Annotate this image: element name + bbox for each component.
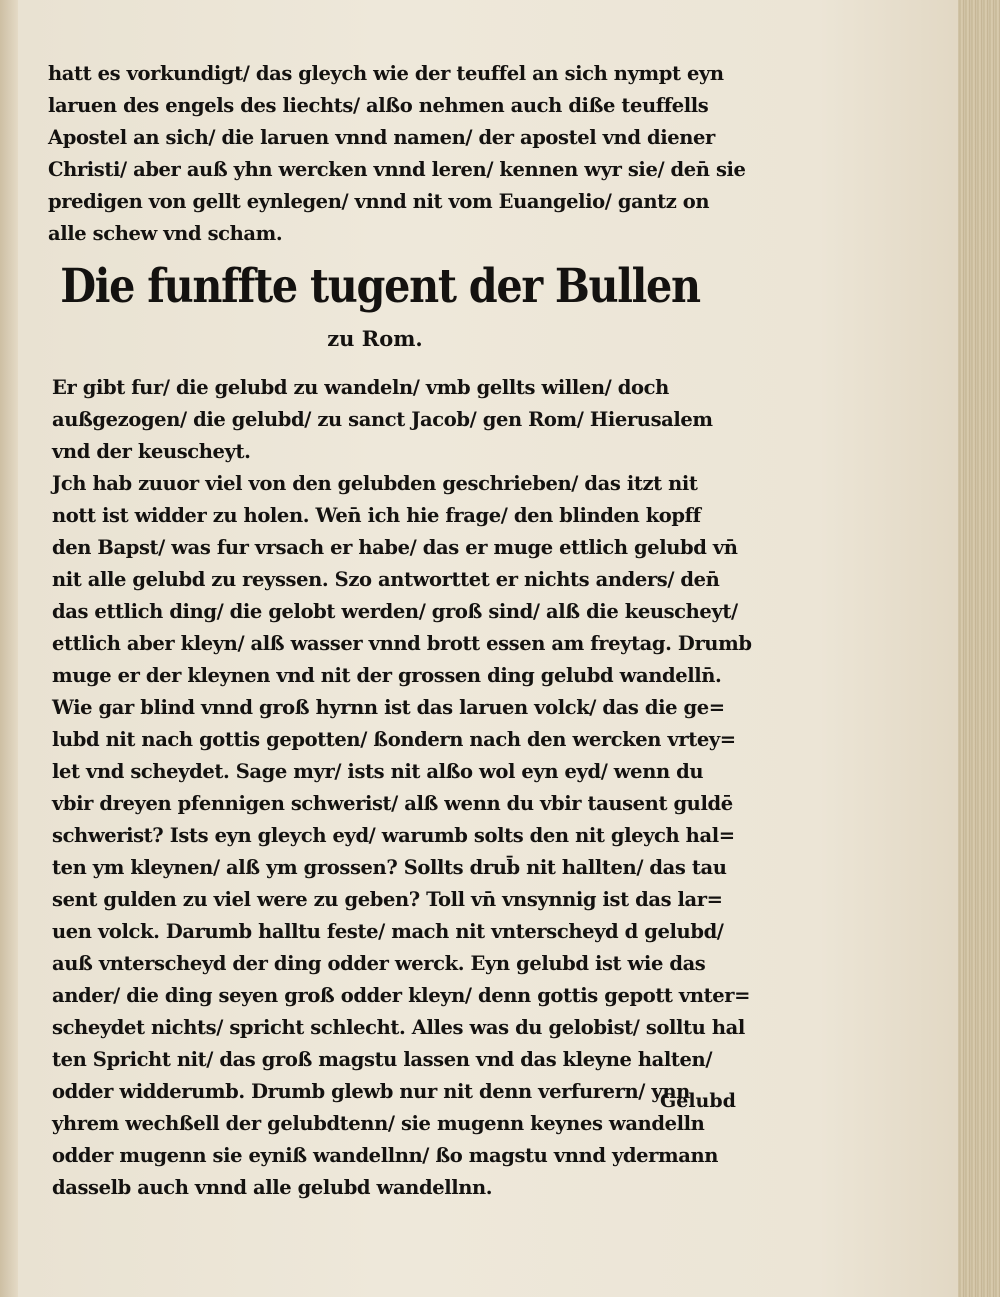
text-line: Er gibt fur/ die gelubd zu wandeln/ vmb gellts willen/ doch [52, 376, 669, 399]
text-line: auß vnterscheyd der ding odder werck. Eyn gelubd ist wie das [52, 952, 706, 975]
right-page-stack-edge [958, 0, 1000, 1297]
text-line: ettlich aber kleyn/ alß wasser vnnd brott essen am freytag. Drumb [52, 632, 752, 655]
text-line: odder mugenn sie eyniß wandellnn/ ßo magstu vnnd ydermann [52, 1144, 719, 1167]
left-page-edge [0, 0, 18, 1297]
section-heading [0, 255, 760, 359]
text-line: uen volck. Darumb halltu feste/ mach nit vnterscheyd d gelubd/ [52, 920, 724, 943]
heading-subtitle: zu Rom. [327, 326, 423, 351]
text-line: laruen des engels des liechts/ alßo nehmen auch diße teuffells [48, 94, 709, 117]
text-line: ten ym kleynen/ alß ym grossen? Sollts drub̄ nit hallten/ das tau [52, 856, 727, 879]
text-line: vbir dreyen pfennigen schwerist/ alß wenn du vbir tausent guldē [52, 792, 733, 815]
text-line: vnd der keuscheyt. [52, 440, 251, 463]
text-line: nit alle gelubd zu reyssen. Szo antworttet er nichts anders/ den̄ [52, 568, 720, 591]
text-line: yhrem wechßell der gelubdtenn/ sie mugenn keynes wandelln [52, 1112, 705, 1135]
text-line: ten Spricht nit/ das groß magstu lassen vnd das kleyne halten/ [52, 1048, 713, 1071]
text-line: muge er der kleynen vnd nit der grossen ding gelubd wandelln̄. [52, 664, 722, 687]
text-line: nott ist widder zu holen. Wen̄ ich hie frage/ den blinden kopff [52, 504, 701, 527]
text-line: Apostel an sich/ die laruen vnnd namen/ der apostel vnd diener [48, 126, 715, 149]
body-text [52, 372, 752, 1204]
text-line: schwerist? Ists eyn gleych eyd/ warumb solts den nit gleych hal= [52, 824, 735, 847]
catchword: Gelubd [660, 1090, 736, 1112]
text-line: außgezogen/ die gelubd/ zu sanct Jacob/ gen Rom/ Hierusalem [52, 408, 713, 431]
text-line: lubd nit nach gottis gepotten/ ßondern nach den wercken vrtey= [52, 728, 736, 751]
text-line: sent gulden zu viel were zu geben? Toll vn̄ vnsynnig ist das lar= [52, 888, 723, 911]
intro-paragraph [48, 58, 748, 250]
text-line: odder widderumb. Drumb glewb nur nit denn verfurern/ ynn [52, 1080, 690, 1103]
text-line: hatt es vorkundigt/ das gleych wie der teuffel an sich nympt eyn [48, 62, 724, 85]
text-line: das ettlich ding/ die gelobt werden/ groß sind/ alß die keuscheyt/ [52, 600, 738, 623]
text-line: predigen von gellt eynlegen/ vnnd nit vom Euangelio/ gantz on [48, 190, 710, 213]
heading-title: Die funffte tugent der Bullen [60, 259, 700, 314]
text-line: den Bapst/ was fur vrsach er habe/ das er muge ettlich gelubd vn̄ [52, 536, 738, 559]
text-line: let vnd scheydet. Sage myr/ ists nit alßo wol eyn eyd/ wenn du [52, 760, 704, 783]
text-line: Jch hab zuuor viel von den gelubden geschrieben/ das itzt nit [52, 472, 698, 495]
text-line: Wie gar blind vnnd groß hyrnn ist das laruen volck/ das die ge= [52, 696, 725, 719]
text-line: dasselb auch vnnd alle gelubd wandellnn. [52, 1176, 493, 1199]
text-line: scheydet nichts/ spricht schlecht. Alles was du gelobist/ solltu hal [52, 1016, 745, 1039]
text-line: alle schew vnd scham. [48, 222, 283, 245]
text-line: Christi/ aber auß yhn wercken vnnd leren/ kennen wyr sie/ den̄ sie [48, 158, 746, 181]
text-line: ander/ die ding seyen groß odder kleyn/ denn gottis gepott vnter= [52, 984, 751, 1007]
